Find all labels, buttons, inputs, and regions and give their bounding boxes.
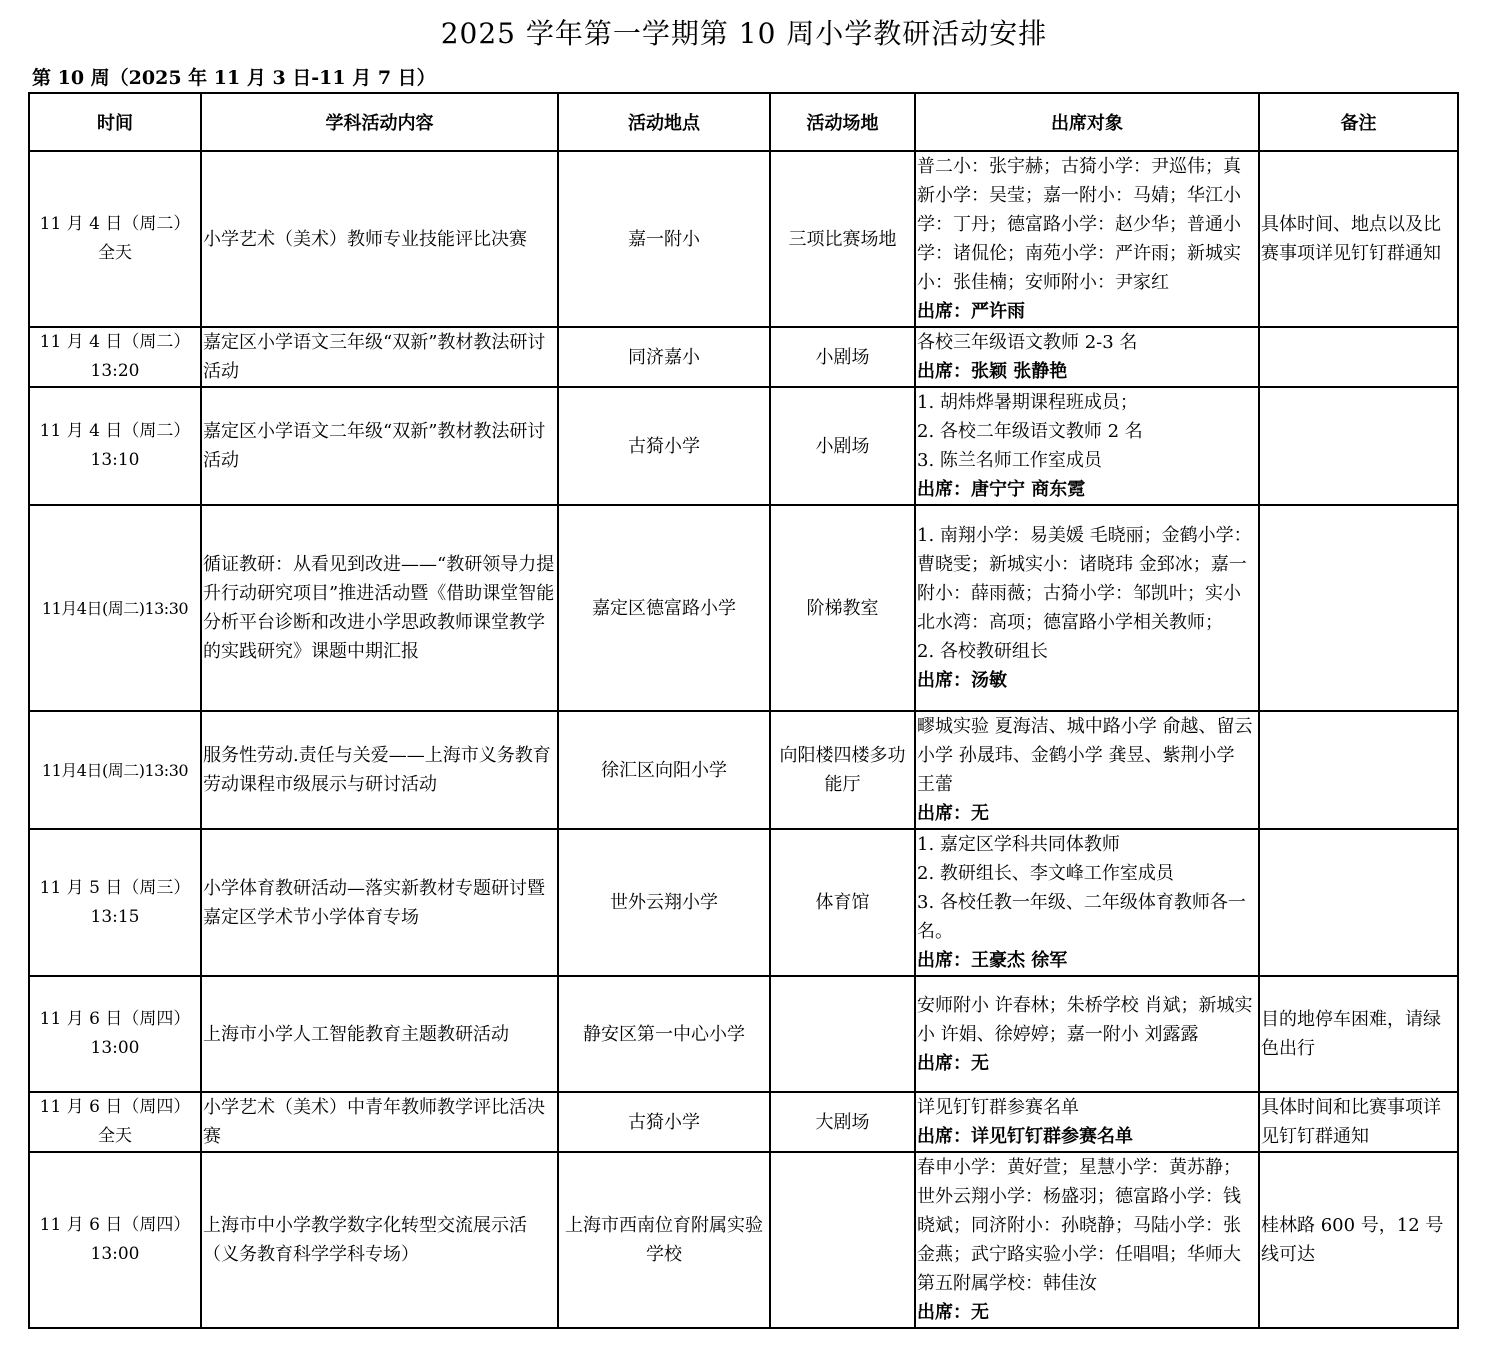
attendees-text: 各校三年级语文教师 2-3 名: [917, 332, 1138, 353]
venue-cell: 小剧场: [770, 387, 915, 505]
header-content: 学科活动内容: [201, 93, 558, 151]
location-cell: 古猗小学: [558, 387, 770, 505]
time-hour: 13:10: [90, 450, 140, 470]
attendees-cell: [915, 1152, 1259, 1328]
time-cell: 11月4日(周二)13:30: [29, 711, 201, 829]
attend-lead: 出席：无: [917, 803, 989, 824]
attendees-text: 安师附小 许春林；朱桥学校 肖斌；新城实小 许娟、徐婷婷；嘉一附小 刘露露: [917, 994, 1253, 1045]
attend-lead: 出席：无: [917, 1302, 989, 1323]
table-row: [29, 711, 1458, 829]
time-date: 11 月 6 日（周四）: [39, 1009, 191, 1029]
location-cell: 嘉一附小: [558, 151, 770, 327]
location-cell: 嘉定区德富路小学: [558, 505, 770, 711]
week-label: 第 10 周（2025 年 11 月 3 日-11 月 7 日）: [32, 67, 436, 89]
venue-cell: 小剧场: [770, 327, 915, 387]
header-attendees: 出席对象: [915, 93, 1259, 151]
table-row: [29, 327, 1458, 387]
content-cell: 小学艺术（美术）教师专业技能评比决赛: [201, 151, 558, 327]
header-location: 活动地点: [558, 93, 770, 151]
attendees-item: 2. 各校教研组长: [917, 641, 1048, 662]
content-cell: 上海市中小学教学数字化转型交流展示活（义务教育科学学科专场）: [201, 1152, 558, 1328]
time-hour: 13:00: [90, 1244, 140, 1264]
content-cell: 上海市小学人工智能教育主题教研活动: [201, 976, 558, 1092]
schedule-table: [28, 92, 1459, 1329]
location-cell: 古猗小学: [558, 1092, 770, 1152]
notes-cell: [1259, 387, 1458, 505]
notes-cell: 目的地停车困难，请绿色出行: [1259, 976, 1458, 1092]
time-cell: [29, 829, 201, 976]
attendees-cell: [915, 505, 1259, 711]
table-row: [29, 829, 1458, 976]
table-row: [29, 1152, 1458, 1328]
time-date: 11 月 5 日（周三）: [39, 877, 191, 898]
attend-lead: 出席：唐宁宁 商东霓: [917, 479, 1086, 500]
table-row: [29, 151, 1458, 327]
attendees-text: 普二小：张宇赫；古猗小学：尹巡伟；真新小学：吴莹；嘉一附小：马婧；华江小学：丁丹；德富路小学：赵少华；普通小学：诸侃伦；南苑小学：严许雨；新城实小：张佳楠；安师附小：尹家红: [917, 156, 1241, 293]
attendees-cell: [915, 387, 1259, 505]
time-date: 11 月 4 日（周二）: [39, 214, 191, 234]
attendees-cell: [915, 711, 1259, 829]
attend-lead: 出席：详见钉钉群参赛名单: [917, 1126, 1133, 1147]
location-cell: 同济嘉小: [558, 327, 770, 387]
attendees-text: 详见钉钉群参赛名单: [917, 1097, 1079, 1118]
content-cell: 循证教研：从看见到改进——“教研领导力提升行动研究项目”推进活动暨《借助课堂智能分析平台诊断和改进小学思政教师课堂教学的实践研究》课题中期汇报: [201, 505, 558, 711]
time-hour: 13:20: [90, 361, 140, 381]
time-hour: 13:00: [90, 1038, 140, 1058]
location-cell: 上海市西南位育附属实验学校: [558, 1152, 770, 1328]
venue-cell: [770, 976, 915, 1092]
table-row: [29, 387, 1458, 505]
attendees-cell: [915, 829, 1259, 976]
venue-cell: 大剧场: [770, 1092, 915, 1152]
attend-lead: 出席：王豪杰 徐军: [917, 950, 1068, 971]
time-hour: 全天: [98, 243, 132, 263]
notes-cell: 具体时间和比赛事项详见钉钉群通知: [1259, 1092, 1458, 1152]
notes-cell: 桂林路 600 号，12 号线可达: [1259, 1152, 1458, 1328]
content-cell: 嘉定区小学语文三年级“双新”教材教法研讨活动: [201, 327, 558, 387]
venue-cell: 三项比赛场地: [770, 151, 915, 327]
time-hour: 全天: [98, 1126, 132, 1146]
time-hour: 13:15: [90, 906, 140, 927]
header-time: 时间: [29, 93, 201, 151]
time-date: 11 月 4 日（周二）: [39, 421, 191, 441]
location-cell: 世外云翔小学: [558, 829, 770, 976]
header-notes: 备注: [1259, 93, 1458, 151]
location-cell: 徐汇区向阳小学: [558, 711, 770, 829]
attendees-item: 1. 胡炜烨暑期课程班成员；: [917, 392, 1138, 413]
table-row: [29, 976, 1458, 1092]
table-row: [29, 1092, 1458, 1152]
attendees-cell: [915, 327, 1259, 387]
time-cell: [29, 327, 201, 387]
attendees-item: 1. 嘉定区学科共同体教师: [917, 834, 1120, 855]
time-cell: [29, 1092, 201, 1152]
notes-cell: 具体时间、地点以及比赛事项详见钉钉群通知: [1259, 151, 1458, 327]
notes-cell: [1259, 505, 1458, 711]
time-date: 11 月 6 日（周四）: [39, 1097, 191, 1117]
attend-lead: 出席：严许雨: [917, 301, 1025, 322]
attendees-cell: [915, 151, 1259, 327]
header-row: [29, 93, 1458, 151]
content-cell: 服务性劳动.责任与关爱——上海市义务教育劳动课程市级展示与研讨活动: [201, 711, 558, 829]
time-date: 11 月 6 日（周四）: [39, 1215, 191, 1235]
attendees-text: 疁城实验 夏海洁、城中路小学 俞越、留云小学 孙晟玮、金鹤小学 龚昱、紫荆小学 王蕾: [917, 716, 1253, 795]
notes-cell: [1259, 327, 1458, 387]
attendees-item: 1. 南翔小学：易美媛 毛晓丽；金鹤小学：曹晓雯；新城实小：诸晓玮 金郅冰；嘉一附小：薛雨薇；古猗小学：邹凯叶；实小北水湾：高项；德富路小学相关教师；: [917, 525, 1252, 633]
attendees-item: 3. 陈兰名师工作室成员: [917, 450, 1102, 471]
table-row: [29, 505, 1458, 711]
notes-cell: [1259, 829, 1458, 976]
venue-cell: 阶梯教室: [770, 505, 915, 711]
header-venue: 活动场地: [770, 93, 915, 151]
venue-cell: 向阳楼四楼多功能厅: [770, 711, 915, 829]
attendees-cell: [915, 976, 1259, 1092]
time-cell: [29, 151, 201, 327]
content-cell: 小学艺术（美术）中青年教师教学评比活决赛: [201, 1092, 558, 1152]
venue-cell: 体育馆: [770, 829, 915, 976]
page-title: 2025 学年第一学期第 10 周小学教研活动安排: [440, 17, 1048, 50]
attendees-item: 2. 教研组长、李文峰工作室成员: [917, 863, 1174, 884]
attend-lead: 出席：无: [917, 1052, 989, 1074]
notes-cell: [1259, 711, 1458, 829]
time-cell: 11月4日(周二)13:30: [29, 505, 201, 711]
content-cell: 小学体育教研活动—落实新教材专题研讨暨嘉定区学术节小学体育专场: [201, 829, 558, 976]
attend-lead: 出席：汤敏: [917, 670, 1007, 691]
location-cell: 静安区第一中心小学: [558, 976, 770, 1092]
attendees-item: 2. 各校二年级语文教师 2 名: [917, 421, 1143, 442]
attendees-text: 春申小学：黄好萱；星慧小学：黄苏静；世外云翔小学：杨盛羽；德富路小学：钱晓斌；同济附小：孙晓静；马陆小学：张金燕；武宁路实验小学：任唱唱；华师大第五附属学校：韩佳汝: [917, 1157, 1241, 1294]
attendees-cell: [915, 1092, 1259, 1152]
attendees-item: 3. 各校任教一年级、二年级体育教师各一名。: [917, 892, 1246, 942]
time-cell: [29, 976, 201, 1092]
time-cell: [29, 387, 201, 505]
venue-cell: [770, 1152, 915, 1328]
time-cell: [29, 1152, 201, 1328]
content-cell: 嘉定区小学语文二年级“双新”教材教法研讨活动: [201, 387, 558, 505]
time-date: 11 月 4 日（周二）: [39, 332, 191, 352]
attend-lead: 出席：张颖 张静艳: [917, 361, 1068, 382]
